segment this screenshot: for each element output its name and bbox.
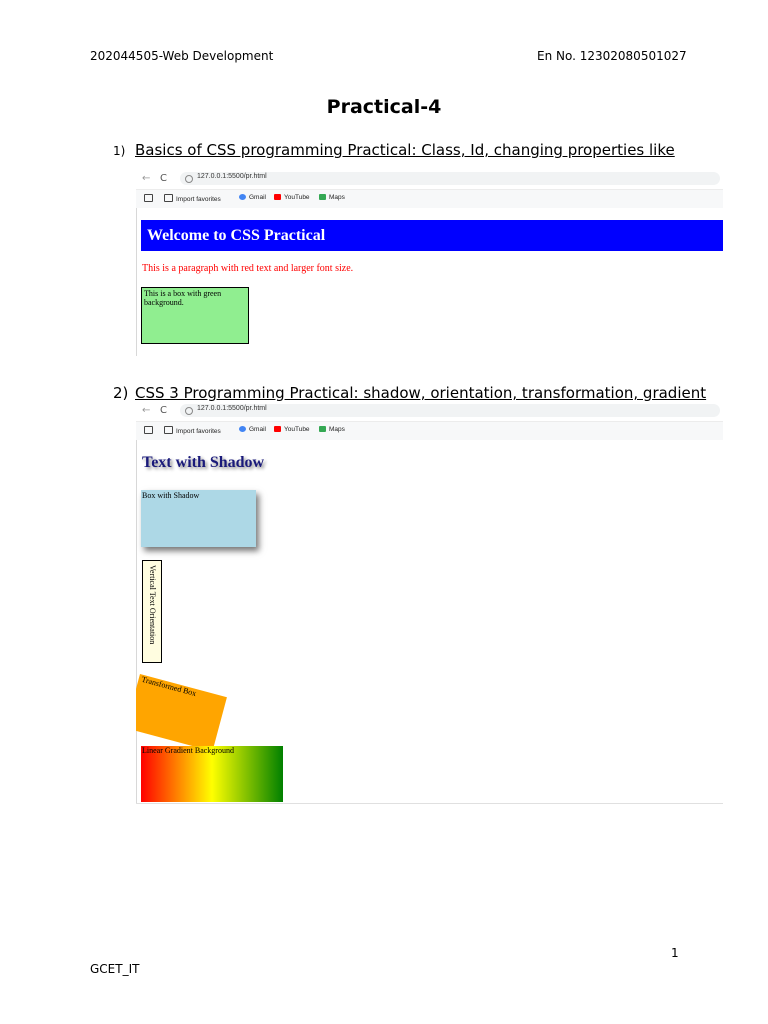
question-2-number: 2) [113, 384, 129, 402]
gradient-box: Linear Gradient Background [141, 746, 283, 802]
page-title: Practical-4 [326, 96, 442, 118]
question-2-text: CSS 3 Programming Practical: shadow, orientation, transformation, gradient [135, 384, 707, 402]
browser-screenshot-2 [136, 402, 723, 804]
bookmark-youtube: YouTube [274, 194, 310, 201]
bookmark-import: Import favorites [164, 194, 221, 203]
info-icon [185, 175, 193, 183]
enrollment-number: En No. 12302080501027 [537, 49, 687, 63]
question-1 [113, 141, 675, 159]
shadow-text: Text with Shadow [142, 454, 265, 471]
bookmark-maps: Maps [319, 194, 345, 201]
question-1-text: Basics of CSS programming Practical: Class, Id, changing properties like [135, 141, 675, 159]
bookmark-youtube-2: YouTube [274, 426, 310, 433]
question-2 [113, 384, 706, 402]
welcome-heading: Welcome to CSS Practical [141, 220, 723, 251]
vertical-text-box: Vertical Text Orientation [142, 560, 162, 663]
info-icon-2 [185, 407, 193, 415]
footer-label: GCET_IT [90, 962, 140, 976]
bookmark-import-2: Import favorites [164, 426, 221, 435]
menu-icon-2 [144, 426, 156, 435]
green-box: This is a box with green background. [141, 287, 249, 344]
bookmarks-bar-2 [136, 422, 723, 440]
red-paragraph: This is a paragraph with red text and larger font size. [142, 263, 354, 274]
shadow-box: Box with Shadow [141, 490, 256, 547]
address-bar-2 [136, 402, 723, 422]
course-code: 202044505-Web Development [90, 49, 274, 63]
transformed-box: Transformed Box [136, 674, 227, 751]
bookmark-maps-2: Maps [319, 426, 345, 433]
back-icon-2: ← [142, 405, 151, 416]
bookmarks-bar [136, 190, 723, 208]
address-bar [136, 170, 723, 190]
url-text: 127.0.0.1:5500/pr.html [197, 173, 267, 180]
url-field-2 [180, 404, 720, 417]
url-text-2: 127.0.0.1:5500/pr.html [197, 405, 267, 412]
browser-screenshot-1 [136, 170, 723, 356]
question-1-number: 1) [113, 144, 126, 158]
reload-icon: C [160, 173, 167, 184]
bookmark-gmail-2: Gmail [239, 426, 266, 433]
menu-icon [144, 194, 156, 203]
url-field [180, 172, 720, 185]
bookmark-gmail: Gmail [239, 194, 266, 201]
reload-icon-2: C [160, 405, 167, 416]
page-number: 1 [671, 946, 679, 960]
back-icon: ← [142, 173, 151, 184]
